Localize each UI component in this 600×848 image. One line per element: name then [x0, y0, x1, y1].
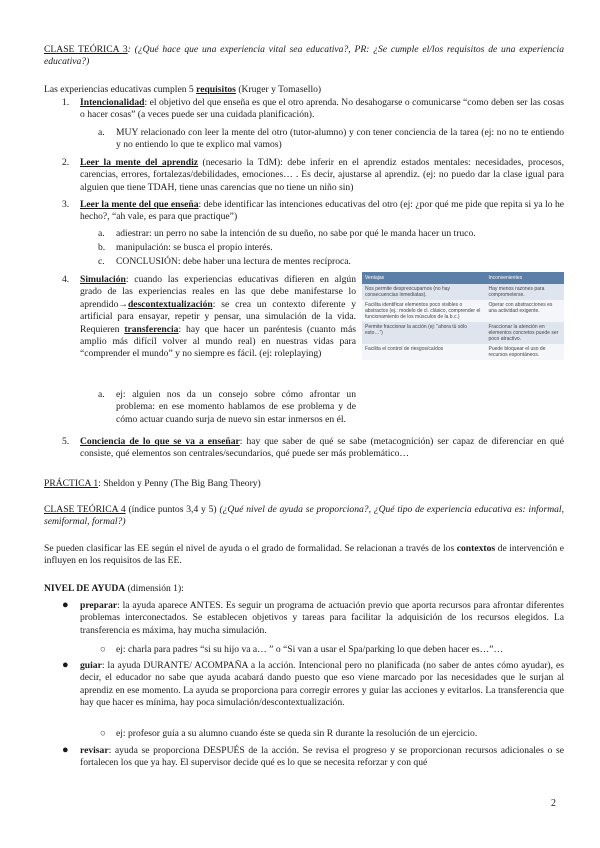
table-row [362, 284, 564, 300]
clasificacion-paragraph: Se pueden clasificar las EE según el nivel de ayuda o el grado de formalidad. Se relacionan a través de los contextos de intervención e influyen en los requisitos de las EE. [44, 543, 564, 567]
intro-paragraph: Las experiencias educativas cumplen 5 requisitos (Kruger y Tomasello) [44, 84, 322, 95]
bullet-icon: ● [62, 744, 69, 756]
table-row [362, 300, 564, 322]
sub-marker: a. [98, 228, 105, 239]
table-cell: Permite fraccionar la acción (ej: “ahora tú sólo esto…”) [362, 322, 486, 344]
table-cell: Fraccionar la atención en elementos concretos puede ser poco atractivo. [486, 322, 565, 344]
sub-marker: c. [98, 256, 105, 267]
requisito-item: Leer la mente del aprendiz (necesario la TdM): debe inferir en el aprendiz estados mentales: necesidades, procesos, carencias, errores, fortalezas/debilidades, emociones… . Es decir, ajustarse al aprendiz. (ej: no puedo dar la clase igual para alguien que tiene TDAH, tiene unas carencias que no tiene un niño sin) [80, 157, 564, 193]
table-header: Inconvenientes [486, 272, 565, 284]
requisito-item: Intencionalidad: el objetivo del que enseña es que el otro aprenda. No desahogarse o comunicarse “como deben ser las cosas o hacer cosas” (a veces puede ser una cuidada planificación). [80, 97, 564, 121]
table-cell: Puede bloquear el uso de recursos espontáneos. [486, 344, 565, 360]
table-row [362, 344, 564, 360]
circle-bullet-icon: ○ [100, 728, 106, 739]
requisito-item: Conciencia de lo que se va a enseñar: hay que saber de qué se sabe (metacognición) ser capaz de diferenciar en qué consiste, qué elementos son centrales/secundarios, qué puede ser más problemático… [80, 436, 564, 460]
table-cell: Nos permite despreocuparnos (no hay consecuencias inmediatas). [362, 284, 486, 300]
table-cell: Facilita identificar elementos poco visibles o abstractos (ej.: modelo de cl. clásico, comprender el funcionamiento de los músculos de la b.c.) [362, 300, 486, 322]
table-header: Ventajas [362, 272, 486, 284]
keyword-requisitos: requisitos [196, 84, 236, 95]
requisito-item-simulacion: Simulación: cuando las experiencias educativas difieren en algún grado de las experiencias reales en las que debe manifestarse lo aprendido→descontextualización: se crea un contexto diferente y artificial para ensayar, repetir y pensar, una simulación de la vida. Requieren transferencia: hay que hacer un paréntesis (cuanto más amplio más difícil volver al mundo real) en nuestras vidas para “comprender el mundo” y no siempre es fácil. (ej: roleplaying) [80, 274, 356, 360]
nivel-item: preparar: la ayuda aparece ANTES. Es seguir un programa de actuación previo que aporta recursos para afrontar diferentes problemas interconectados. Se establecen objetivos y tareas para facilitar la adquisición de los recursos elegidos. La transferencia es máxima, hay mucha simulación. [80, 600, 564, 636]
page-number: 2 [551, 798, 556, 809]
class-question: : (¿Qué hace que una experiencia vital sea educativa?, PR: ¿Se cumple el/los requisitos de una experiencia educativa?) [44, 44, 564, 68]
sub-item: ej: charla para padres “si su hijo va a… ” o “Si van a usar el Spa/parking lo que deben hacer es…”… [116, 644, 504, 655]
sub-item: CONCLUSIÓN: debe haber una lectura de mentes recíproca. [116, 256, 351, 267]
table-cell: Hay menos razones para comprometerse. [486, 284, 565, 300]
nivel-item: revisar: ayuda se proporciona DESPUÉS de la acción. Se revisa el progreso y se proporcionan recursos adicionales o se fortalecen los que ya hay. El supervisor decide qué es lo que se necesita reforzar y con qué [80, 745, 564, 769]
sub-marker: a. [98, 389, 105, 400]
requisito-item: Leer la mente del que enseña: debe identificar las intenciones educativas del otro (ej: ¿por qué me pide que repita si ya lo he hecho?, “ah vale, es para que practique”) [80, 199, 564, 223]
nivel-item: guiar: la ayuda DURANTE/ ACOMPAÑA a la acción. Intencional pero no planificada (no saber de antes cómo ayudar), es decir, el educador no sabe que ayuda acabará dando puesto que eso viene marcado por las necesidades que le surjan al aprendiz en ese momento. La ayuda se proporciona para corregir errores y guiar las acciones y evitarlos. La transferencia que hay que hacer es mínima, hay poca simulación/descontextualización. [80, 660, 564, 709]
sub-item: adiestrar: un perro no sabe la intención de su dueño, no sabe por qué le manda hacer un truco. [116, 228, 476, 239]
sub-marker: b. [98, 242, 106, 253]
table-cell: Facilita el control de riesgos/caídos [362, 344, 486, 360]
practica-heading: PRÁCTICA 1: Sheldon y Penny (The Big Bang Theory) [44, 478, 261, 489]
bullet-icon: ● [62, 599, 69, 611]
ventajas-table [362, 272, 564, 360]
circle-bullet-icon: ○ [100, 644, 106, 655]
sub-item: manipulación: se busca el propio interés. [116, 242, 273, 253]
item-number: 5. [62, 436, 70, 447]
class-header-4: CLASE TEÓRICA 4 (índice puntos 3,4 y 5) (¿Qué nivel de ayuda se proporciona?, ¿Qué tipo de experiencia educativa es: informal, semiformal, formal?) [44, 504, 564, 528]
class-header [44, 44, 564, 69]
sub-item: ej: alguien nos da un consejo sobre cómo afrontar un problema: en ese momento hablamos de ese problema y de cómo actuar cuando surja de nuevo sin estar inmersos en él. [116, 389, 356, 425]
bullet-icon: ● [62, 659, 69, 671]
item-number: 2. [62, 157, 70, 168]
table-cell: Operar con abstracciones es una actividad exigente. [486, 300, 565, 322]
table-header-row [362, 272, 564, 284]
table-row [362, 322, 564, 344]
sub-item: ej: profesor guía a su alumno cuando éste se queda sin R durante la resolución de un ejercicio. [116, 728, 478, 739]
item-number: 4. [62, 274, 70, 285]
sub-item: MUY relacionado con leer la mente del otro (tutor-alumno) y con tener conciencia de la tarea (ej: no no te entiendo y no entiendo lo que te explico mal vamos) [116, 127, 564, 151]
item-number: 3. [62, 199, 70, 210]
class-title: CLASE TEÓRICA 3 [44, 44, 128, 55]
nivel-heading: NIVEL DE AYUDA (dimensión 1): [44, 583, 184, 594]
item-number: 1. [62, 97, 70, 108]
sub-marker: a. [98, 127, 105, 138]
